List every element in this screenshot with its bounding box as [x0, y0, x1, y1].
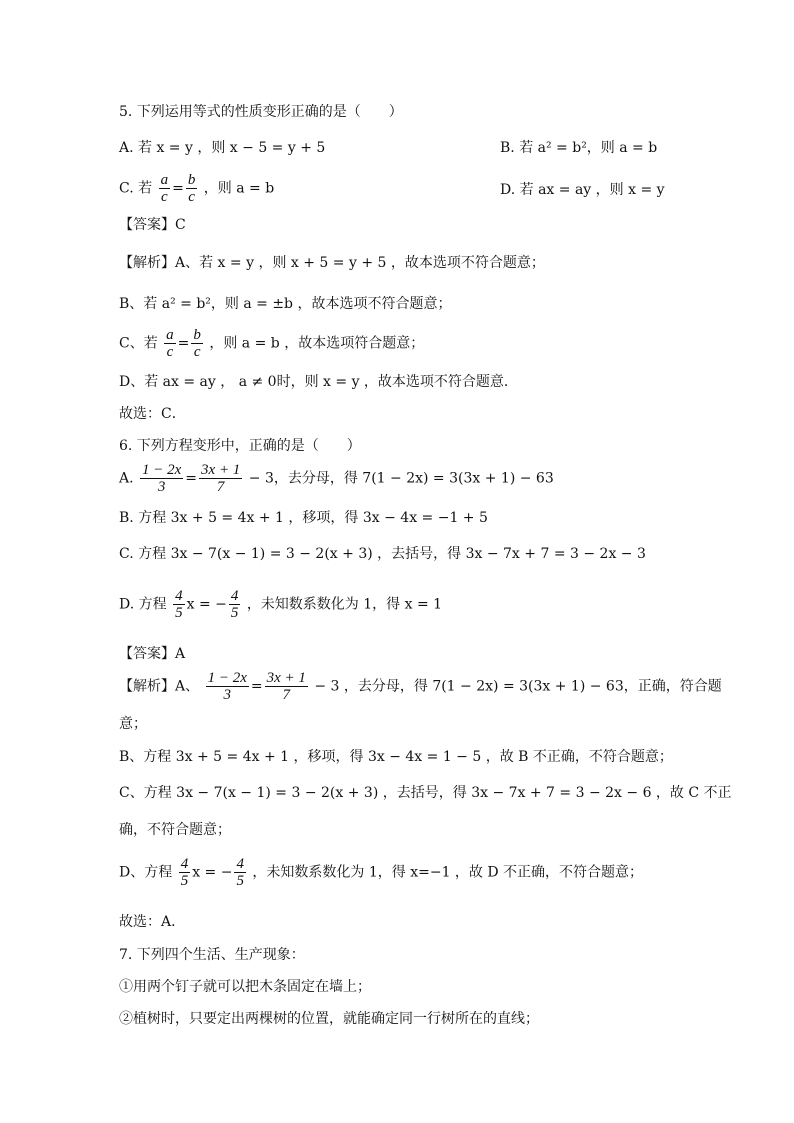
- text: D. 方程: [119, 596, 167, 613]
- text: A.: [119, 470, 134, 487]
- fraction-1-2x-3: $\frac{1 - 2x}{3}$: [207, 670, 247, 703]
- explanation-5d: D、若 ax = ay ， a ≠ 0时，则 x = y ，故本选项不符合题意．: [119, 374, 518, 390]
- explanation-6b: B、方程 3x + 5 = 4x + 1 ，移项，得 3x − 4x = 1 − 5 ，故 B 不正确，不符合题意；: [119, 749, 673, 765]
- explanation-6c: C、方程 3x − 7(x − 1) = 3 − 2(x + 3) ，去括号，得 3x − 7x + 7 = 3 − 2x − 6 ，故 C 不正: [119, 785, 732, 801]
- option-5c: C. 若 $\frac{a}{c}$ = $\frac{b}{c}$ ，则 a = b: [119, 172, 275, 205]
- text: ，则 a = b: [203, 180, 275, 197]
- fraction-3x1-7: $\frac{3x + 1}{7}$: [266, 670, 306, 703]
- explanation-6a: 【解析】A、 $\frac{1 - 2x}{3}$ = $\frac{3x + 1}{7}$ − 3 ，去分母，得 7(1 − 2x) = 3(3x + 1) − 63，正确，符合题: [119, 670, 722, 703]
- selection-5: 故选：C．: [119, 406, 186, 422]
- fraction-4-5: $\frac{4}{5}$: [236, 856, 244, 889]
- answer-5: 【答案】C: [119, 217, 186, 233]
- explanation-6c-continued: 确，不符合题意；: [119, 822, 231, 838]
- explanation-6a-continued: 意；: [119, 716, 147, 732]
- explanation-6d: [119, 856, 643, 889]
- text: x = −: [192, 864, 233, 881]
- question-6: 6. 下列方程变形中，正确的是（ ）: [119, 438, 361, 454]
- option-5d: D. 若 ax = ay ，则 x = y: [500, 182, 665, 198]
- text: ，未知数系数化为 1，得 x = 1: [246, 596, 443, 613]
- fraction-3x1-7: $\frac{3x + 1}{7}$: [201, 462, 241, 495]
- option-6d: [119, 588, 442, 621]
- item-7-1: ①用两个钉子就可以把木条固定在墙上；: [119, 979, 371, 995]
- text: ，未知数系数化为 1，得 x=−1 ，故 D 不正确，不符合题意；: [252, 864, 644, 881]
- fraction-4-5: $\frac{4}{5}$: [230, 588, 239, 621]
- fraction-1-2x-3: $\frac{1 - 2x}{3}$: [142, 462, 182, 495]
- text: C、若: [119, 335, 158, 352]
- explanation-5b: B、若 a² = b²，则 a = ±b ，故本选项不符合题意；: [119, 296, 452, 312]
- question-5: 5. 下列运用等式的性质变形正确的是（ ）: [119, 104, 403, 120]
- text: C. 若: [119, 180, 153, 197]
- fraction-b-c: $\frac{b}{c}$: [193, 327, 201, 360]
- selection-6: 故选：A．: [119, 914, 186, 930]
- text: x = −: [186, 596, 227, 613]
- text: 【解析】A、: [119, 678, 200, 695]
- item-7-2: ②植树时，只要定出两棵树的位置，就能确定同一行树所在的直线；: [119, 1011, 539, 1027]
- fraction-b-c: $\frac{b}{c}$: [187, 172, 196, 205]
- text: D、方程: [119, 864, 173, 881]
- fraction-a-c: $\frac{a}{c}$: [160, 172, 169, 205]
- question-7: 7. 下列四个生活、生产现象：: [119, 947, 305, 963]
- explanation-5c: C、若 $\frac{a}{c}$ = $\frac{b}{c}$ ，则 a = b ，故本选项符合题意；: [119, 327, 425, 360]
- text: − 3 ，去分母，得 7(1 − 2x) = 3(3x + 1) − 63，正确，符合题: [314, 678, 722, 695]
- answer-6: 【答案】A: [119, 646, 186, 662]
- option-6c: C. 方程 3x − 7(x − 1) = 3 − 2(x + 3) ，去括号，得 3x − 7x + 7 = 3 − 2x − 3: [119, 546, 646, 562]
- option-6a: A. $\frac{1 - 2x}{3}$ = $\frac{3x + 1}{7}$ − 3，去分母，得 7(1 − 2x) = 3(3x + 1) − 63: [119, 462, 554, 495]
- option-5a: A. 若 x = y ，则 x − 5 = y + 5: [119, 140, 326, 156]
- option-5b: B. 若 a² = b²，则 a = b: [500, 140, 658, 156]
- fraction-4-5: $\frac{4}{5}$: [180, 856, 189, 889]
- fraction-4-5: $\frac{4}{5}$: [175, 588, 183, 621]
- text: ，则 a = b ，故本选项符合题意；: [209, 335, 425, 352]
- explanation-5a: 【解析】A、若 x = y ，则 x + 5 = y + 5 ，故本选项不符合题意；: [119, 255, 545, 271]
- fraction-a-c: $\frac{a}{c}$: [166, 327, 174, 360]
- option-6b: B. 方程 3x + 5 = 4x + 1 ，移项，得 3x − 4x = −1 + 5: [119, 510, 488, 526]
- text: − 3，去分母，得 7(1 − 2x) = 3(3x + 1) − 63: [248, 470, 554, 487]
